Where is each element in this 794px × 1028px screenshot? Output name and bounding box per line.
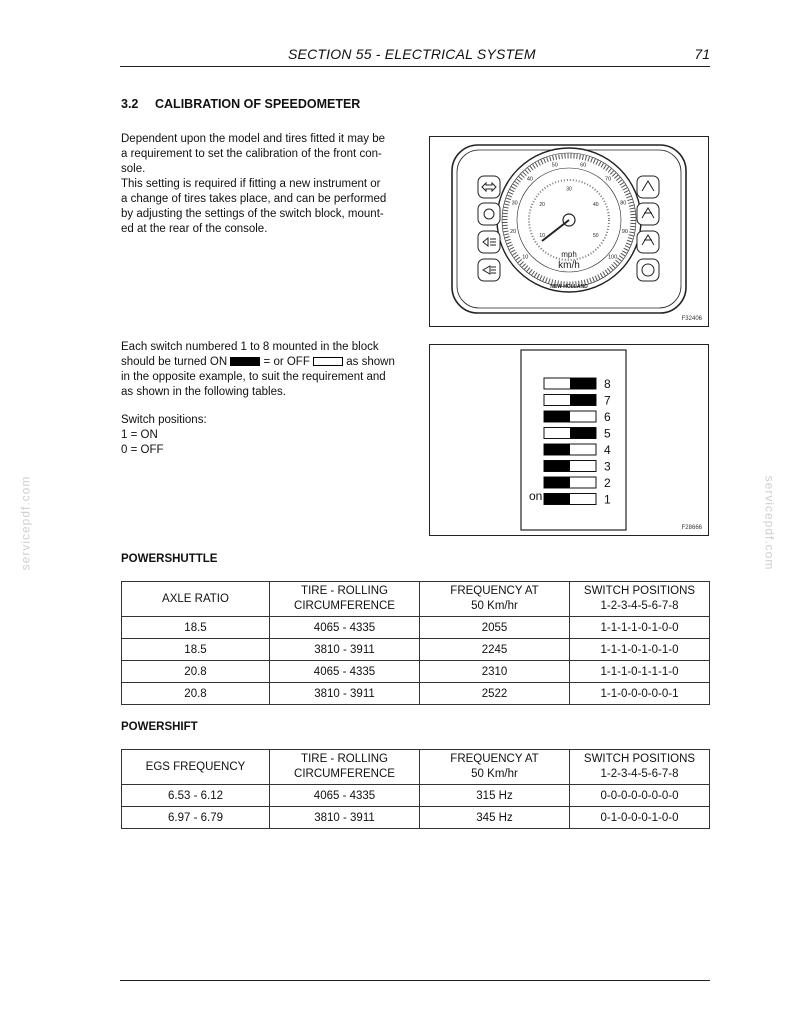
header-line: CIRCUMFERENCE [294, 768, 395, 780]
table-row [122, 617, 710, 639]
switch-line: in the opposite example, to suit the requirement and [121, 371, 386, 383]
powershuttle-heading: POWERSHUTTLE [121, 553, 218, 565]
table-header-cell [420, 750, 570, 785]
intro-paragraph [121, 132, 406, 237]
table-cell: 0-1-0-0-0-1-0-0 [570, 807, 710, 829]
dip-switch-number: 1 [604, 492, 611, 507]
dip-switch-number: 5 [604, 426, 611, 441]
tick-label: 40 [593, 202, 599, 209]
header-line: 1-2-3-4-5-6-7-8 [600, 768, 679, 780]
header-line: 50 Km/hr [471, 600, 518, 612]
switch-line-part: as shown [346, 356, 395, 368]
header-line: FREQUENCY AT [450, 753, 539, 765]
table-cell: 4065 - 4335 [270, 785, 420, 807]
dip-switch-figure [429, 344, 709, 536]
table-cell: 1-1-1-0-1-1-1-0 [570, 661, 710, 683]
tick-label: 20 [539, 202, 545, 209]
dip-switch-knob [544, 461, 570, 472]
table-cell: 3810 - 3911 [270, 807, 420, 829]
table-cell: 18.5 [122, 617, 270, 639]
figure-code: F32406 [681, 316, 702, 322]
header-line: 50 Km/hr [471, 768, 518, 780]
table-cell: 20.8 [122, 683, 270, 705]
section-heading-text: CALIBRATION OF SPEEDOMETER [155, 97, 361, 111]
dip-switch-knob [570, 428, 596, 439]
table-cell: 1-1-1-0-1-0-1-0 [570, 639, 710, 661]
section-heading [121, 97, 360, 111]
intro-line: a change of tires takes place, and can be performed [121, 193, 387, 205]
header-line: CIRCUMFERENCE [294, 600, 395, 612]
tick-label: 80 [620, 200, 627, 207]
dip-switch-knob [570, 378, 596, 389]
powershuttle-table [121, 581, 710, 705]
table-cell: 2310 [420, 661, 570, 683]
switch-line [121, 355, 411, 370]
table-cell: 20.8 [122, 661, 270, 683]
tick-label: 10 [522, 254, 529, 261]
tick-label: 90 [621, 228, 628, 235]
table-header-cell [570, 582, 710, 617]
gauge-unit-mph: mph [561, 250, 577, 259]
table-cell: 18.5 [122, 639, 270, 661]
section-number: 3.2 [121, 97, 139, 111]
dip-switch-number: 7 [604, 393, 611, 408]
tick-label: 40 [526, 176, 533, 183]
switch-off-swatch [313, 357, 343, 366]
dip-switch-number: 8 [604, 377, 611, 391]
table-header-row [122, 582, 710, 617]
header-line: FREQUENCY AT [450, 585, 539, 597]
table-cell: 4065 - 4335 [270, 617, 420, 639]
section-title: SECTION 55 - ELECTRICAL SYSTEM [288, 46, 536, 62]
tick-label: 30 [511, 200, 518, 207]
positions-off: 0 = OFF [121, 444, 164, 456]
tick-label: 10 [539, 233, 545, 240]
header-line: AXLE RATIO [162, 592, 229, 605]
table-header-cell [270, 750, 420, 785]
switch-line: Each switch numbered 1 to 8 mounted in the block [121, 341, 379, 353]
dip-switch-knob [544, 477, 570, 488]
switch-paragraph [121, 340, 411, 400]
watermark-right: servicepdf.com [762, 475, 777, 571]
table-cell: 4065 - 4335 [270, 661, 420, 683]
intro-line: a requirement to set the calibration of the front con- [121, 148, 382, 160]
brand-label: NEW HOLLAND [550, 284, 588, 290]
dip-switch-number: 6 [604, 410, 611, 424]
dip-switch-illustration [430, 345, 708, 535]
table-header-cell [570, 750, 710, 785]
table-row [122, 807, 710, 829]
tick-label: 60 [580, 162, 587, 169]
console-figure [429, 136, 709, 327]
table-header-cell [122, 582, 270, 617]
intro-line: by adjusting the settings of the switch block, mount- [121, 208, 384, 220]
on-label: on [529, 489, 543, 503]
console-illustration [430, 137, 708, 326]
intro-line: This setting is required if fitting a new instrument or [121, 178, 381, 190]
table-cell: 6.97 - 6.79 [122, 807, 270, 829]
table-cell: 3810 - 3911 [270, 683, 420, 705]
gauge-unit-kmh: km/h [558, 260, 580, 271]
dip-switch-number: 3 [604, 459, 611, 474]
table-row [122, 785, 710, 807]
page-number: 71 [694, 46, 710, 62]
table-header-cell [270, 582, 420, 617]
table-header-cell [122, 750, 270, 785]
header-line: EGS FREQUENCY [145, 760, 246, 773]
table-row [122, 661, 710, 683]
table-cell: 3810 - 3911 [270, 639, 420, 661]
watermark-left: servicepdf.com [18, 475, 33, 571]
figure-code: F28666 [681, 525, 702, 531]
positions-on: 1 = ON [121, 429, 158, 441]
dip-switch-knob [544, 494, 570, 505]
table-cell: 2245 [420, 639, 570, 661]
intro-line: ed at the rear of the console. [121, 223, 268, 235]
switch-line: as shown in the following tables. [121, 386, 286, 398]
switch-positions-legend [121, 413, 406, 458]
page-header [120, 44, 710, 67]
dip-switch-knob [570, 395, 596, 406]
table-cell: 1-1-0-0-0-0-0-1 [570, 683, 710, 705]
intro-line: sole. [121, 163, 146, 175]
header-line: SWITCH POSITIONS [583, 585, 696, 597]
header-line: SWITCH POSITIONS [583, 753, 696, 765]
tick-label: 30 [566, 186, 572, 193]
header-line: 1-2-3-4-5-6-7-8 [600, 600, 679, 612]
table-row [122, 639, 710, 661]
dip-switch-number: 2 [604, 476, 611, 490]
table-cell: 2055 [420, 617, 570, 639]
table-cell: 315 Hz [420, 785, 570, 807]
table-cell: 0-0-0-0-0-0-0-0 [570, 785, 710, 807]
table-cell: 1-1-1-1-0-1-0-0 [570, 617, 710, 639]
table-cell: 345 Hz [420, 807, 570, 829]
dip-switch-knob [544, 444, 570, 455]
dip-switch-knob [544, 411, 570, 422]
table-header-row [122, 750, 710, 785]
tick-label: 100 [608, 254, 618, 261]
switch-line-part: = or OFF [263, 356, 310, 368]
powershift-table [121, 749, 710, 829]
header-line: TIRE - ROLLING [301, 585, 388, 597]
switch-on-swatch [230, 357, 260, 366]
table-header-cell [420, 582, 570, 617]
table-row [122, 683, 710, 705]
intro-line: Dependent upon the model and tires fitted it may be [121, 133, 386, 145]
table-cell: 2522 [420, 683, 570, 705]
dip-switch-number: 4 [604, 443, 611, 457]
table-cell: 6.53 - 6.12 [122, 785, 270, 807]
tick-label: 50 [593, 233, 599, 240]
footer-rule [120, 980, 710, 981]
header-line: TIRE - ROLLING [301, 753, 388, 765]
positions-label: Switch positions: [121, 414, 207, 426]
switch-line-part: should be turned ON [121, 356, 228, 368]
tick-label: 70 [605, 176, 612, 183]
powershift-heading: POWERSHIFT [121, 721, 198, 733]
tick-label: 20 [510, 228, 517, 235]
tick-label: 50 [551, 162, 558, 169]
